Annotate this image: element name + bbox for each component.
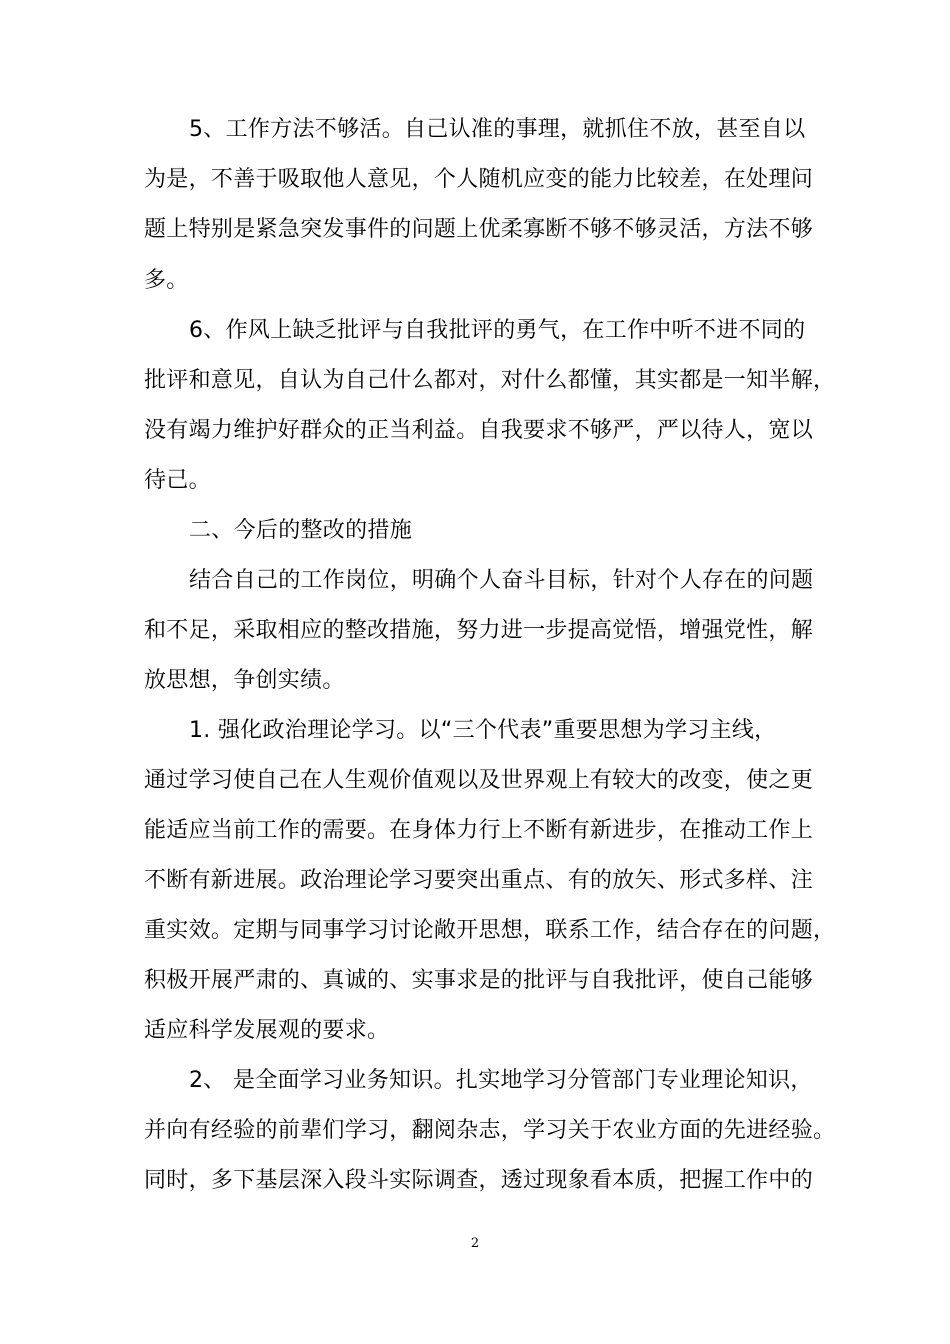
text-line: 放思想，争创实绩。 — [144, 668, 345, 693]
text-line: 适应科学发展观的要求。 — [144, 1018, 390, 1043]
text-line: 为是，不善于吸取他人意见，个人随机应变的能力比较差，在处理问 — [144, 167, 814, 192]
text-line: 题上特别是紧急突发事件的问题上优柔寡断不够不够灵活，方法不够 — [144, 217, 814, 242]
section-heading: 二、今后的整改的措施 — [189, 518, 413, 543]
page-number: 2 — [470, 1236, 480, 1251]
text-line: 没有竭力维护好群众的正当利益。自我要求不够严，严以待人，宽以 — [144, 418, 814, 443]
text-line: 2、 是全面学习业务知识。扎实地学习分管部门专业理论知识， — [189, 1068, 813, 1093]
text-line: 重实效。定期与同事学习讨论敞开思想，联系工作，结合存在的问题， — [144, 918, 836, 943]
text-line: 6、作风上缺乏批评与自我批评的勇气，在工作中听不进不同的 — [189, 318, 806, 343]
text-line: 待己。 — [144, 468, 211, 493]
text-line: 能适应当前工作的需要。在身体力行上不断有新进步，在推动工作上 — [144, 818, 814, 843]
text-line: 积极开展严肃的、真诚的、实事求是的批评与自我批评，使自己能够 — [144, 968, 814, 993]
text-line: 不断有新进展。政治理论学习要突出重点、有的放矢、形式多样、注 — [144, 868, 814, 893]
text-line: 1. 强化政治理论学习。以“三个代表”重要思想为学习主线， — [189, 718, 777, 743]
text-line: 批评和意见，自认为自己什么都对，对什么都懂，其实都是一知半解， — [144, 368, 836, 393]
text-line: 通过学习使自己在人生观价值观以及世界观上有较大的改变，使之更 — [144, 768, 814, 793]
text-line: 并向有经验的前辈们学习，翻阅杂志，学习关于农业方面的先进经验。 — [144, 1118, 836, 1143]
text-line: 多。 — [144, 268, 189, 293]
text-line: 和不足，采取相应的整改措施，努力进一步提高觉悟，增强党性，解 — [144, 618, 814, 643]
text-line: 同时，多下基层深入段斗实际调查，透过现象看本质，把握工作中的 — [144, 1168, 814, 1193]
text-line: 5、工作方法不够活。自己认准的事理，就抓住不放，甚至自以 — [189, 117, 806, 142]
text-line: 结合自己的工作岗位，明确个人奋斗目标，针对个人存在的问题 — [189, 568, 814, 593]
